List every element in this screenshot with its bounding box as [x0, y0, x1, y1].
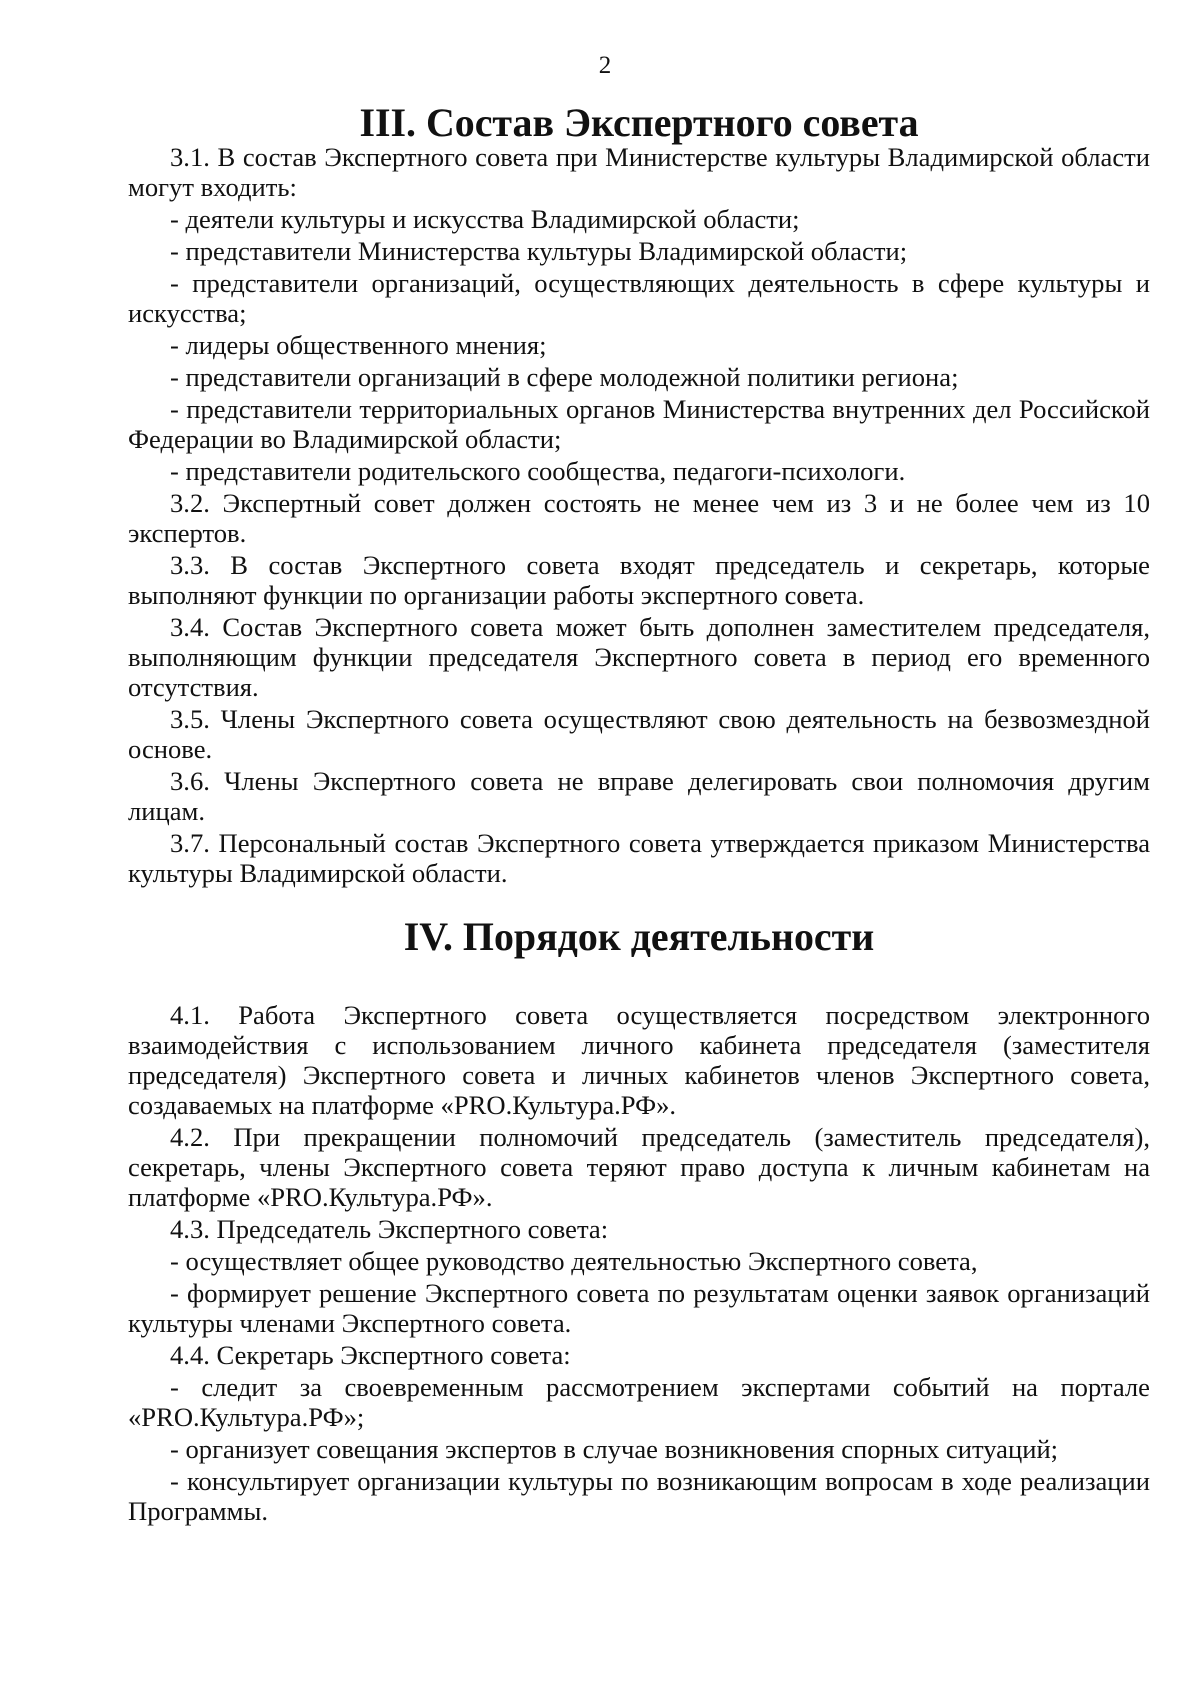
section-3-title: III. Состав Экспертного совета [359, 100, 919, 145]
section-4-body [128, 1000, 1150, 1526]
paragraph: 4.2. При прекращении полномочий председатель (заместитель председателя), секретарь, члены Экспертного совета теряют право доступа к личным кабинетам на платформе «PRO.Культура.РФ». [128, 1122, 1150, 1212]
paragraph: 3.5. Члены Экспертного совета осуществляют свою деятельность на безвозмездной основе. [128, 704, 1150, 764]
list-item: - представители организаций в сфере молодежной политики региона; [170, 362, 959, 392]
list-item: - формирует решение Экспертного совета по результатам оценки заявок организаций культуры членами Экспертного совета. [128, 1278, 1150, 1338]
list-item: - лидеры общественного мнения; [170, 330, 547, 360]
section-4-title: IV. Порядок деятельности [403, 914, 875, 959]
list-item: - организует совещания экспертов в случае возникновения спорных ситуаций; [170, 1434, 1059, 1464]
list-item: - осуществляет общее руководство деятельностью Экспертного совета, [170, 1246, 978, 1276]
list-item: - представители организаций, осуществляющих деятельность в сфере культуры и искусства; [128, 268, 1150, 328]
list-item: - представители территориальных органов Министерства внутренних дел Российской Федерации во Владимирской области; [128, 394, 1150, 454]
document-body [128, 100, 1150, 1526]
paragraph: 4.4. Секретарь Экспертного совета: [170, 1340, 571, 1370]
list-item: - деятели культуры и искусства Владимирской области; [170, 204, 800, 234]
paragraph: 4.3. Председатель Экспертного совета: [170, 1214, 609, 1244]
paragraph: 4.1. Работа Экспертного совета осуществляется посредством электронного взаимодействия с использованием личного кабинета председателя (заместителя председателя) Экспертного совета и личных кабинетов членов Экспертного совета, создаваемых на платформе «PRO.Культура.РФ». [128, 1000, 1150, 1120]
section-3-body [128, 142, 1150, 888]
list-item: - представители родительского сообщества, педагоги-психологи. [170, 456, 906, 486]
paragraph: 3.4. Состав Экспертного совета может быть дополнен заместителем председателя, выполняющим функции председателя Экспертного совета в период его временного отсутствия. [128, 612, 1150, 702]
paragraph: 3.3. В состав Экспертного совета входят председатель и секретарь, которые выполняют функции по организации работы экспертного совета. [128, 550, 1150, 610]
paragraph: 3.2. Экспертный совет должен состоять не менее чем из 3 и не более чем из 10 экспертов. [128, 488, 1150, 548]
paragraph: 3.7. Персональный состав Экспертного совета утверждается приказом Министерства культуры Владимирской области. [128, 828, 1150, 888]
list-item: - следит за своевременным рассмотрением экспертами событий на портале «PRO.Культура.РФ»; [128, 1372, 1150, 1432]
list-item: - представители Министерства культуры Владимирской области; [170, 236, 908, 266]
page-number: 2 [598, 52, 612, 79]
paragraph: 3.6. Члены Экспертного совета не вправе делегировать свои полномочия другим лицам. [128, 766, 1150, 826]
list-item: - консультирует организации культуры по возникающим вопросам в ходе реализации Программы. [128, 1466, 1150, 1526]
paragraph: 3.1. В состав Экспертного совета при Министерстве культуры Владимирской области могут входить: [128, 142, 1150, 202]
